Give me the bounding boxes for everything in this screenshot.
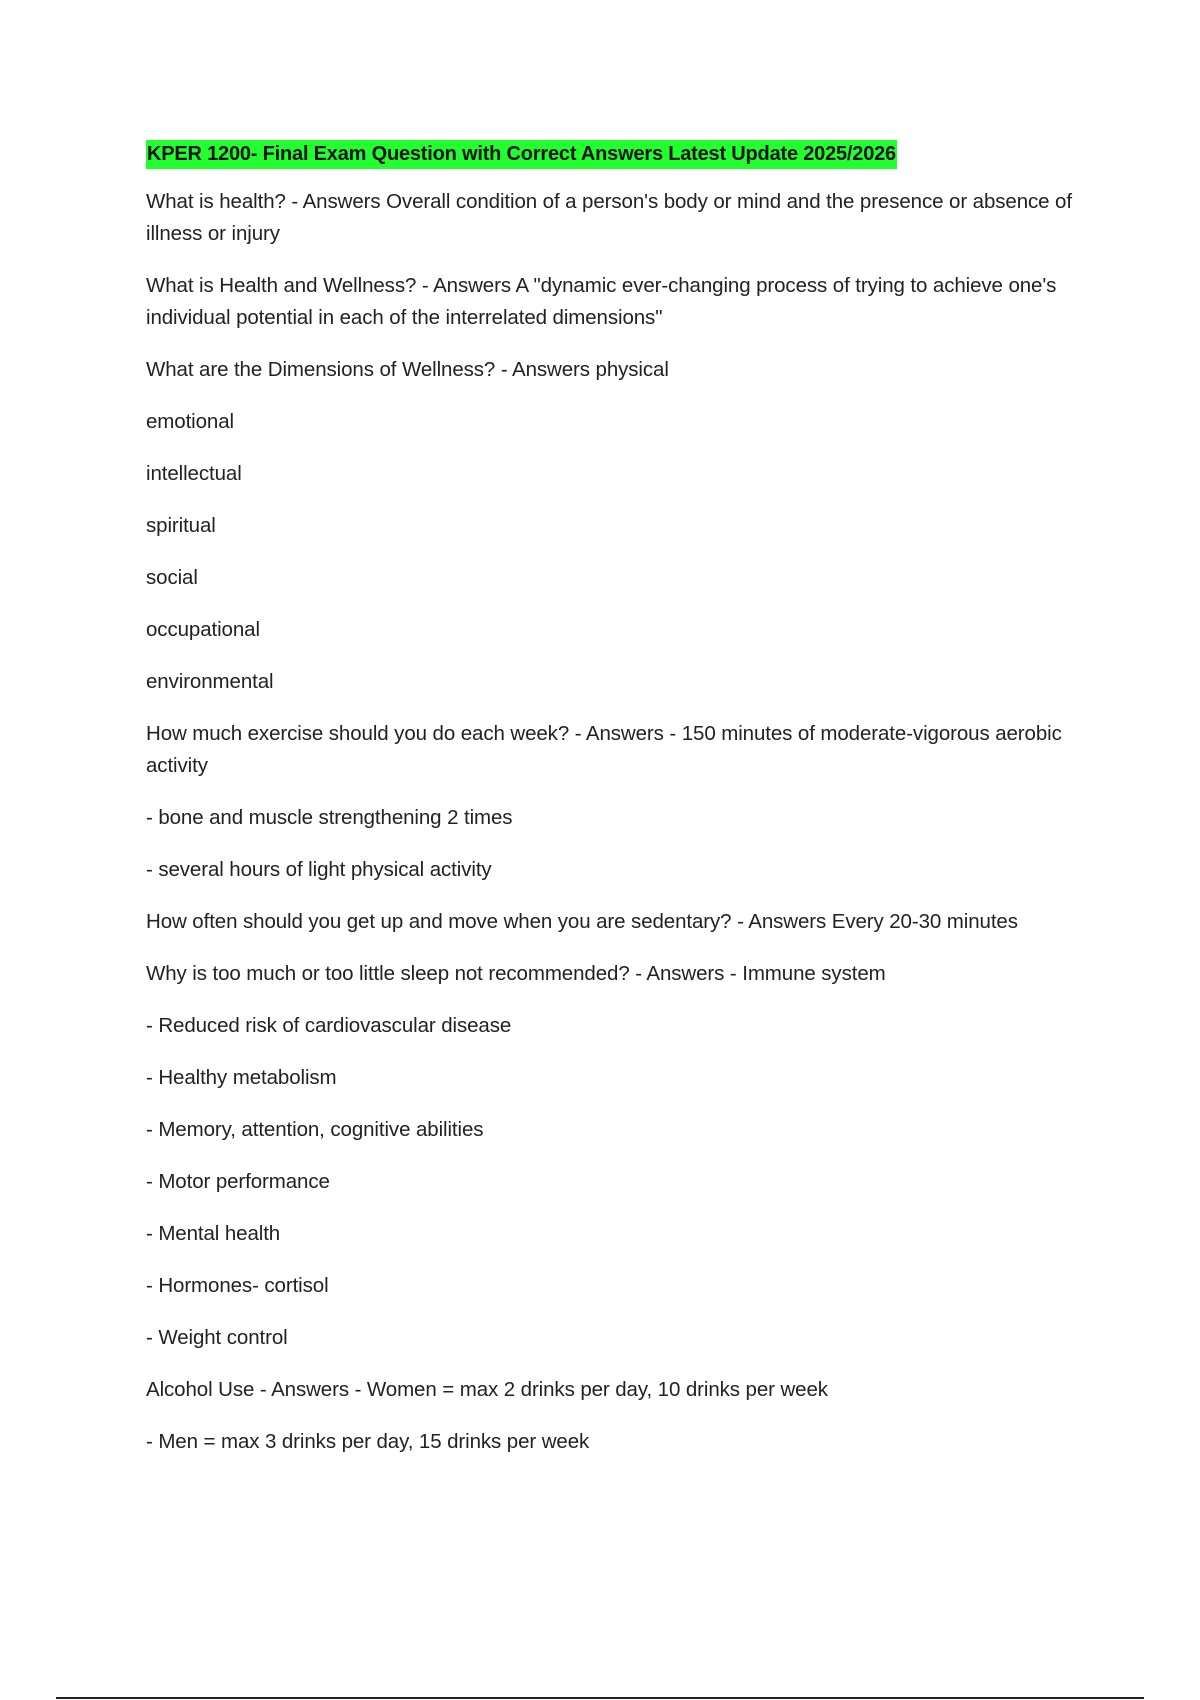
paragraph-sleep-metabolism: - Healthy metabolism [146,1066,337,1089]
paragraph-dimension-occupational: occupational [146,618,260,641]
paragraph-sleep-mental: - Mental health [146,1222,281,1245]
paragraph-sleep-hormones: - Hormones- cortisol [146,1274,329,1297]
paragraph-sleep-memory: - Memory, attention, cognitive abilities [146,1118,484,1141]
paragraph-exercise-strength: - bone and muscle strengthening 2 times [146,806,513,829]
paragraph-dimension-intellectual: intellectual [146,462,242,485]
paragraph-dimension-spiritual: spiritual [146,514,216,537]
paragraph-exercise-light: - several hours of light physical activity [146,858,492,881]
paragraph-dimension-emotional: emotional [146,410,234,433]
paragraph-sleep-cardio: - Reduced risk of cardiovascular disease [146,1014,512,1037]
paragraph-sleep-question: Why is too much or too little sleep not recommended? - Answers - Immune system [146,962,886,985]
paragraph-sedentary-question: How often should you get up and move when you are sedentary? - Answers Every 20-30 minutes [146,910,1018,933]
page-bottom-rule [56,1697,1144,1699]
paragraph-alcohol-women: Alcohol Use - Answers - Women = max 2 drinks per day, 10 drinks per week [146,1378,828,1401]
paragraph-sleep-motor: - Motor performance [146,1170,330,1193]
paragraph-alcohol-men: - Men = max 3 drinks per day, 15 drinks per week [146,1430,590,1453]
paragraph-health-wellness: What is Health and Wellness? - Answers A "dynamic ever-changing process of trying to achieve one's individual potential in each of the interrelated dimensions" [146,274,1057,329]
paragraph-dimension-environmental: environmental [146,670,274,693]
paragraph-dimension-social: social [146,566,198,589]
document-title: KPER 1200- Final Exam Question with Correct Answers Latest Update 2025/2026 [146,140,897,169]
paragraph-dimensions-question: What are the Dimensions of Wellness? - Answers physical [146,358,669,381]
document-page [146,140,1096,1478]
paragraph-exercise-question: How much exercise should you do each week? - Answers - 150 minutes of moderate-vigorous aerobic activity [146,722,1062,777]
paragraph-health-definition: What is health? - Answers Overall condition of a person's body or mind and the presence or absence of illness or injury [146,190,1072,245]
paragraph-sleep-weight: - Weight control [146,1326,288,1349]
